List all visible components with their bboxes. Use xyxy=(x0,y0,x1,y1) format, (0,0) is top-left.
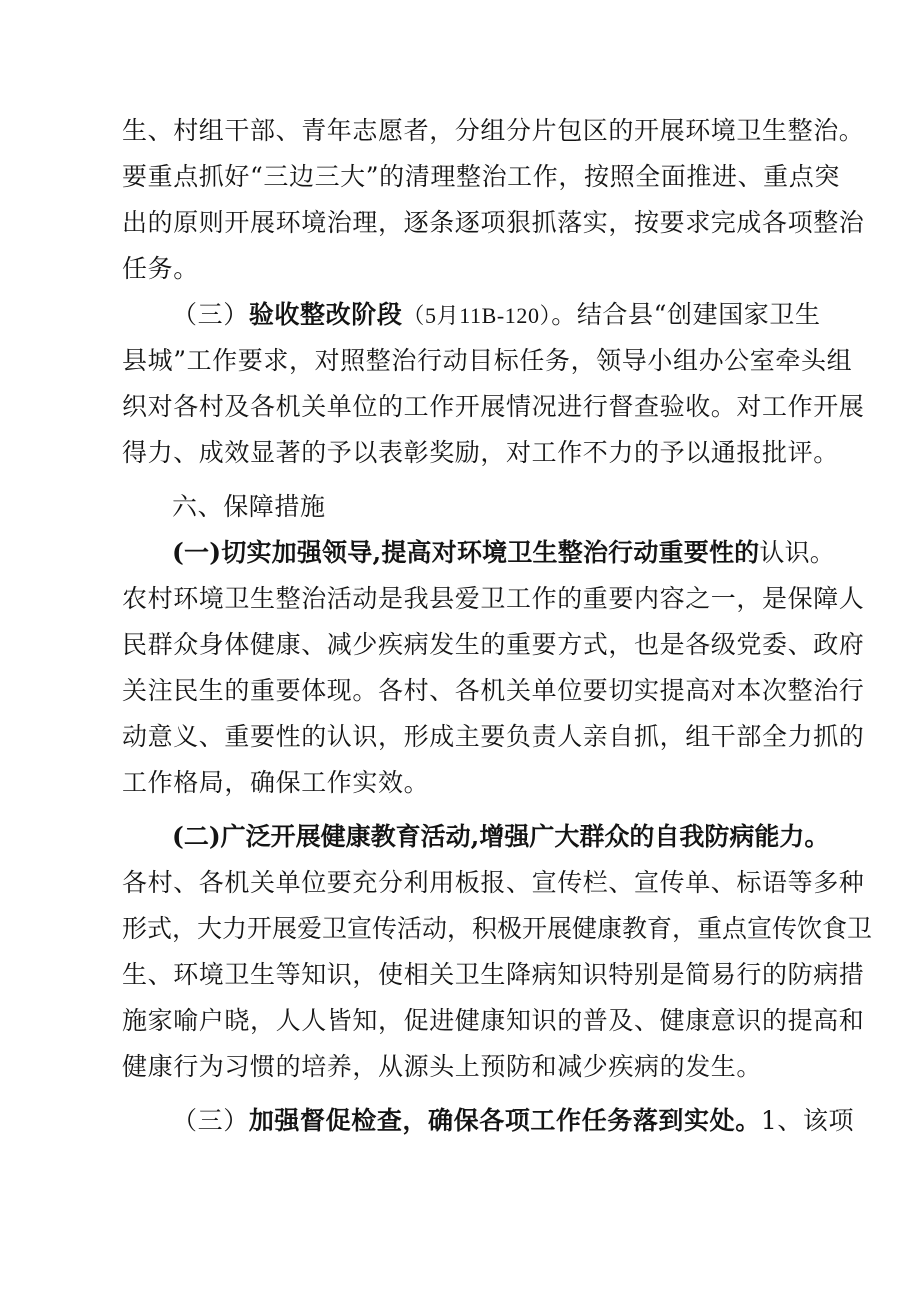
section-title: (二)广泛开展健康教育活动,增强广大群众的自我防病能力。 xyxy=(172,822,830,851)
section-title: 加强督促检查，确保各项工作任务落到实处。 xyxy=(248,1106,761,1135)
body-line: 县城”工作要求，对照整治行动目标任务，领导小组办公室牵头组 xyxy=(122,346,853,375)
section-text: 。结合县“创建国家卫生 xyxy=(551,300,821,329)
section-number: （三） xyxy=(172,1106,249,1135)
body-line: 织对各村及各机关单位的工作开展情况进行督查验收。对工作开展 xyxy=(122,392,865,421)
body-line: 农村环境卫生整治活动是我县爱卫工作的重要内容之一，是保障人 xyxy=(122,584,865,613)
body-line: 工作格局，确保工作实效。 xyxy=(122,768,430,797)
section-date: （5月11B-120） xyxy=(402,303,552,328)
body-line: 任务。 xyxy=(122,254,199,283)
body-line: 各村、各机关单位要充分利用板报、宣传栏、宣传单、标语等多种 xyxy=(122,868,865,897)
body-line: 得力、成效显著的予以表彰奖励，对工作不力的予以通报批评。 xyxy=(122,438,839,467)
section-title: 验收整改阶段 xyxy=(248,300,403,329)
body-line: 出的原则开展环境治理，逐条逐项狠抓落实，按要求完成各项整治 xyxy=(122,208,865,237)
section-6-heading: 六、保障措施 xyxy=(172,492,326,521)
section-number: （三） xyxy=(172,300,249,329)
body-line: 生、环境卫生等知识，使相关卫生降病知识特别是简易行的防病措 xyxy=(122,960,865,989)
body-line: 施家喻户晓，人人皆知，促进健康知识的普及、健康意识的提高和 xyxy=(122,1006,865,1035)
body-line: 生、村组干部、青年志愿者，分组分片包区的开展环境卫生整治。 xyxy=(122,116,865,145)
body-line: 动意义、重要性的认识，形成主要负责人亲自抓，组干部全力抓的 xyxy=(122,722,865,751)
section-6-2-heading xyxy=(172,822,830,852)
section-title: (一)切实加强领导,提高对环境卫生整治行动重要性的 xyxy=(172,538,760,567)
body-line: 形式，大力开展爱卫宣传活动，积极开展健康教育，重点宣传饮食卫 xyxy=(122,914,873,943)
section-6-1-heading xyxy=(172,538,835,568)
body-line: 健康行为习惯的培养，从源头上预防和减少疾病的发生。 xyxy=(122,1052,763,1081)
body-line: 民群众身体健康、减少疾病发生的重要方式，也是各级党委、政府 xyxy=(122,630,865,659)
body-line: 要重点抓好“三边三大”的清理整治工作，按照全面推进、重点突 xyxy=(122,162,840,191)
body-line: 关注民生的重要体现。各村、各机关单位要切实提高对本次整治行 xyxy=(122,676,865,705)
section-text: 1、该项 xyxy=(760,1106,855,1135)
section-text: 认识。 xyxy=(759,538,835,567)
section-3-3-heading xyxy=(172,300,821,330)
section-6-3-heading xyxy=(172,1106,855,1136)
